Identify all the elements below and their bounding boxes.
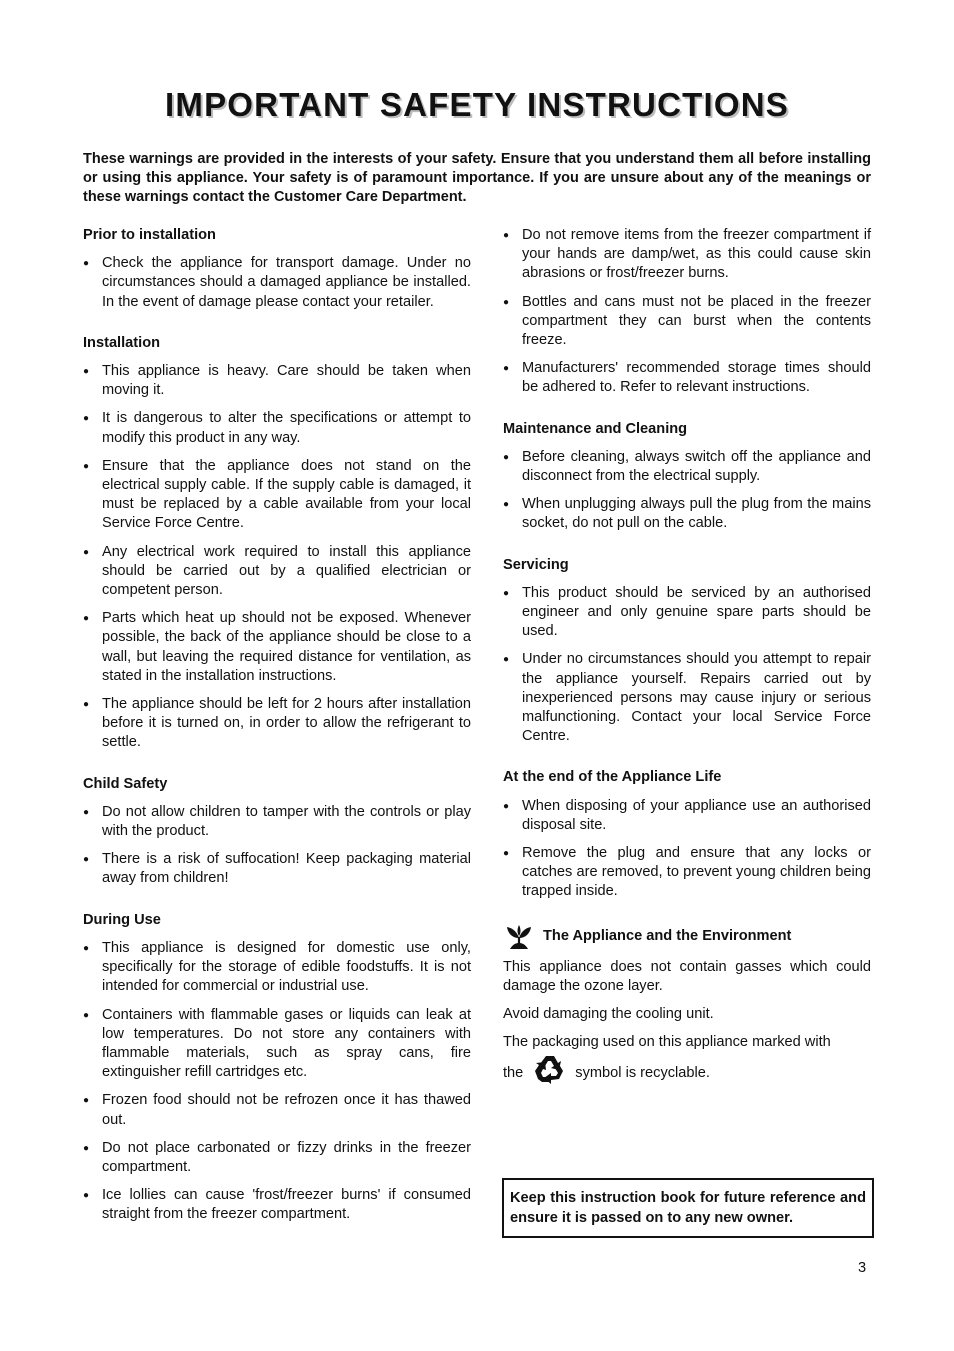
section-end-of-life	[503, 768, 871, 901]
intro-warning: These warnings are provided in the interests of your safety. Ensure that you understand them all before installing or using this appliance. Your safety is of paramount importance. If you are unsure about any of the meanings or these warnings contact the Customer Care Department.	[83, 151, 871, 205]
list-item: ● There is a risk of suffocation! Keep packaging material away from children!	[83, 850, 471, 888]
recycle-icon	[533, 1053, 567, 1093]
list-item: ● Remove the plug and ensure that any locks or catches are removed, to prevent young children being trapped inside.	[503, 844, 871, 902]
list-item: ● Check the appliance for transport damage. Under no circumstances should a damaged appliance be installed. In the event of damage please contact your retailer.	[83, 254, 471, 312]
section-heading: Servicing	[503, 556, 569, 573]
recycle-text-line1: The packaging used on this appliance marked with	[503, 1034, 831, 1051]
section-prior-to-installation	[83, 226, 471, 312]
environment-recycle-text	[503, 1033, 871, 1092]
section-heading: Installation	[83, 334, 161, 351]
environment-heading-text: The Appliance and the Environment	[543, 928, 792, 945]
list-item: ● Frozen food should not be refrozen once it has thawed out.	[83, 1091, 471, 1129]
bullet-list	[83, 362, 471, 753]
section-heading: Prior to installation	[83, 227, 216, 243]
list-item: ● Parts which heat up should not be exposed. Whenever possible, the back of the appliance should be close to a wall, but leaving the required distance for ventilation, as stated in the installation instructions.	[83, 609, 471, 686]
list-item: ● Bottles and cans must not be placed in the freezer compartment they can burst when the contents freeze.	[503, 293, 871, 351]
section-heading: Maintenance and Cleaning	[503, 420, 688, 437]
section-installation	[83, 334, 471, 753]
list-item: ● Do not remove items from the freezer compartment if your hands are damp/wet, as this could cause skin abrasions or frost/freezer burns.	[503, 226, 871, 284]
list-item: ● Do not place carbonated or fizzy drinks in the freezer compartment.	[83, 1139, 471, 1177]
section-heading: At the end of the Appliance Life	[503, 769, 722, 786]
bullet-list	[503, 797, 871, 902]
list-item: ● Any electrical work required to install this appliance should be carried out by a qualified electrician or competent person.	[83, 543, 471, 601]
list-item: ● This appliance is designed for domestic use only, specifically for the storage of edible foodstuffs. It is not intended for commercial or industrial use.	[83, 939, 471, 997]
section-servicing	[503, 556, 871, 747]
bullet-list	[503, 448, 871, 534]
section-maintenance-cleaning	[503, 420, 871, 534]
section-environment	[503, 924, 871, 1093]
plant-icon	[503, 924, 535, 950]
section-heading: Child Safety	[83, 775, 168, 792]
environment-cooling-text: Avoid damaging the cooling unit.	[503, 1006, 714, 1023]
page-title: IMPORTANT SAFETY INSTRUCTIONS	[165, 86, 789, 123]
bullet-list	[83, 939, 471, 1225]
list-item: ● Ice lollies can cause 'frost/freezer burns' if consumed straight from the freezer compartment.	[83, 1186, 471, 1224]
list-item: ● Under no circumstances should you attempt to repair the appliance yourself. Repairs carried out by inexperienced persons may cause injury or serious malfunctioning. Contact your local Service Force Centre.	[503, 650, 871, 746]
environment-ozone-text: This appliance does not contain gasses which could damage the ozone layer.	[503, 958, 871, 994]
left-column	[83, 226, 471, 1247]
list-item: ● It is dangerous to alter the specifications or attempt to modify this product in any way.	[83, 409, 471, 447]
list-item: ● Manufacturers' recommended storage times should be adhered to. Refer to relevant instructions.	[503, 359, 871, 397]
list-item: ● Ensure that the appliance does not stand on the electrical supply cable. If the supply cable is damaged, it must be replaced by a cable available from your local Service Force Centre.	[83, 457, 471, 534]
list-item: ● Do not allow children to tamper with the controls or play with the product.	[83, 803, 471, 841]
section-child-safety	[83, 775, 471, 889]
list-item: ● Before cleaning, always switch off the appliance and disconnect from the electrical supply.	[503, 448, 871, 486]
bullet-list	[503, 226, 871, 398]
list-item: ● This product should be serviced by an authorised engineer and only genuine spare parts should be used.	[503, 584, 871, 642]
keep-book-notice: Keep this instruction book for future reference and ensure it is passed on to any new owner.	[502, 1178, 874, 1238]
recycle-text-after: symbol is recyclable.	[575, 1064, 710, 1081]
section-during-use	[83, 911, 471, 1225]
list-item: ● Containers with flammable gases or liquids can leak at low temperatures. Do not store any containers with flammable materials, such as spray cans, fire extinguisher refill cartridges etc.	[83, 1006, 471, 1083]
bullet-list	[83, 254, 471, 312]
section-during-use-continued	[503, 226, 871, 398]
list-item: ● The appliance should be left for 2 hours after installation before it is turned on, in order to allow the refrigerant to settle.	[83, 695, 471, 753]
recycle-text-before: the	[503, 1064, 524, 1081]
environment-heading	[503, 924, 871, 950]
list-item: ● When unplugging always pull the plug from the mains socket, do not pull on the cable.	[503, 495, 871, 533]
page-number: 3	[858, 1260, 867, 1276]
list-item: ● This appliance is heavy. Care should be taken when moving it.	[83, 362, 471, 400]
right-column	[503, 226, 871, 1115]
section-heading: During Use	[83, 911, 161, 928]
list-item: ● When disposing of your appliance use an authorised disposal site.	[503, 797, 871, 835]
bullet-list	[83, 803, 471, 889]
bullet-list	[503, 584, 871, 747]
